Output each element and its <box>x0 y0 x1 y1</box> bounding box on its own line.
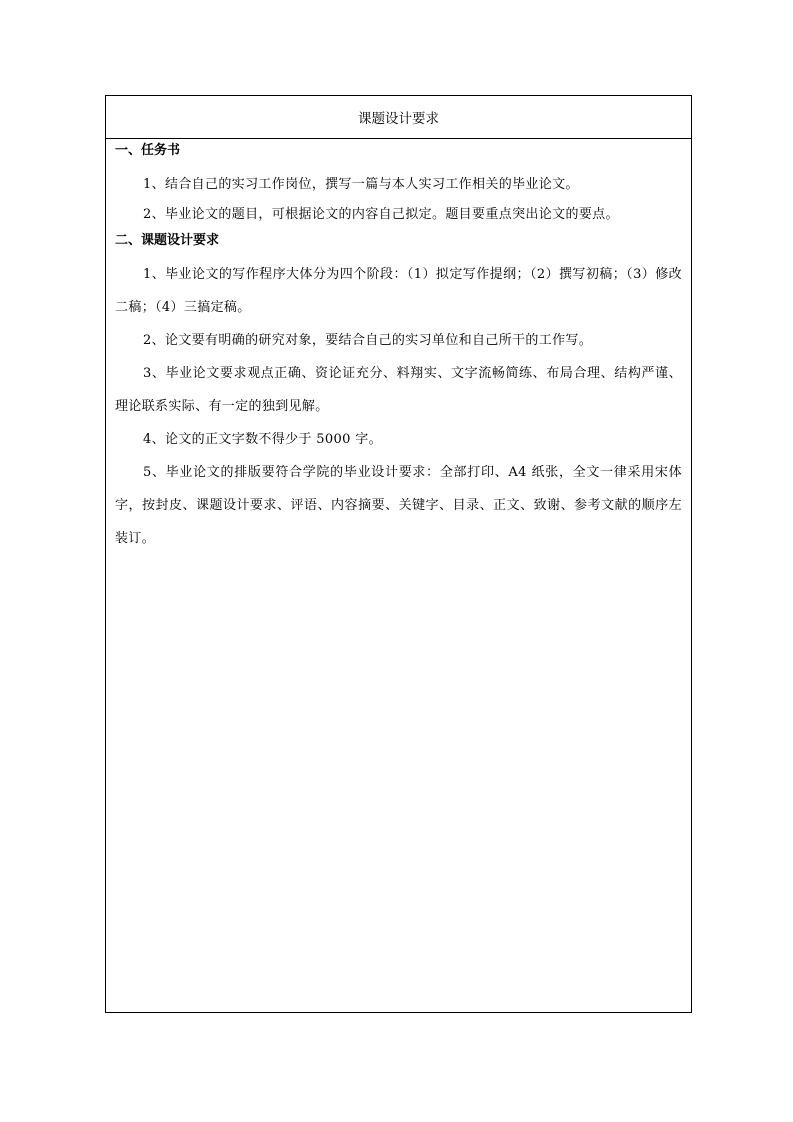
requirements-table <box>105 95 692 1013</box>
table-title: 课题设计要求 <box>358 111 439 127</box>
table-content-cell <box>106 140 691 555</box>
design-requirement-item-3: 3、毕业论文要求观点正确、资论证充分、料翔实、文字流畅简练、布局合理、结构严谨、理论联系实际、有一定的独到见解。 <box>115 366 682 414</box>
design-requirement-item-2: 2、论文要有明确的研究对象，要结合自己的实习单位和自己所干的工作写。 <box>143 333 593 348</box>
table-title-cell <box>106 96 691 139</box>
task-book-item-1: 1、结合自己的实习工作岗位，撰写一篇与本人实习工作相关的毕业论文。 <box>143 177 579 192</box>
section-heading-task-book: 一、任务书 <box>115 143 181 158</box>
task-book-item-2: 2、毕业论文的题目，可根据论文的内容自己拟定。题目要重点突出论文的要点。 <box>143 207 619 222</box>
design-requirement-item-1: 1、毕业论文的写作程序大体分为四个阶段：（1）拟定写作提纲；（2）撰写初稿；（3）修改二稿；（4）三搞定稿。 <box>115 267 682 315</box>
design-requirement-item-5: 5、毕业论文的排版要符合学院的毕业设计要求：全部打印、A4 纸张，全文一律采用宋体字，按封皮、课题设计要求、评语、内容摘要、关键字、目录、正文、致谢、参考文献的顺序左装订。 <box>115 465 682 546</box>
design-requirement-item-4: 4、论文的正文字数不得少于 5000 字。 <box>143 432 382 447</box>
section-heading-design-requirements: 二、课题设计要求 <box>115 233 220 248</box>
